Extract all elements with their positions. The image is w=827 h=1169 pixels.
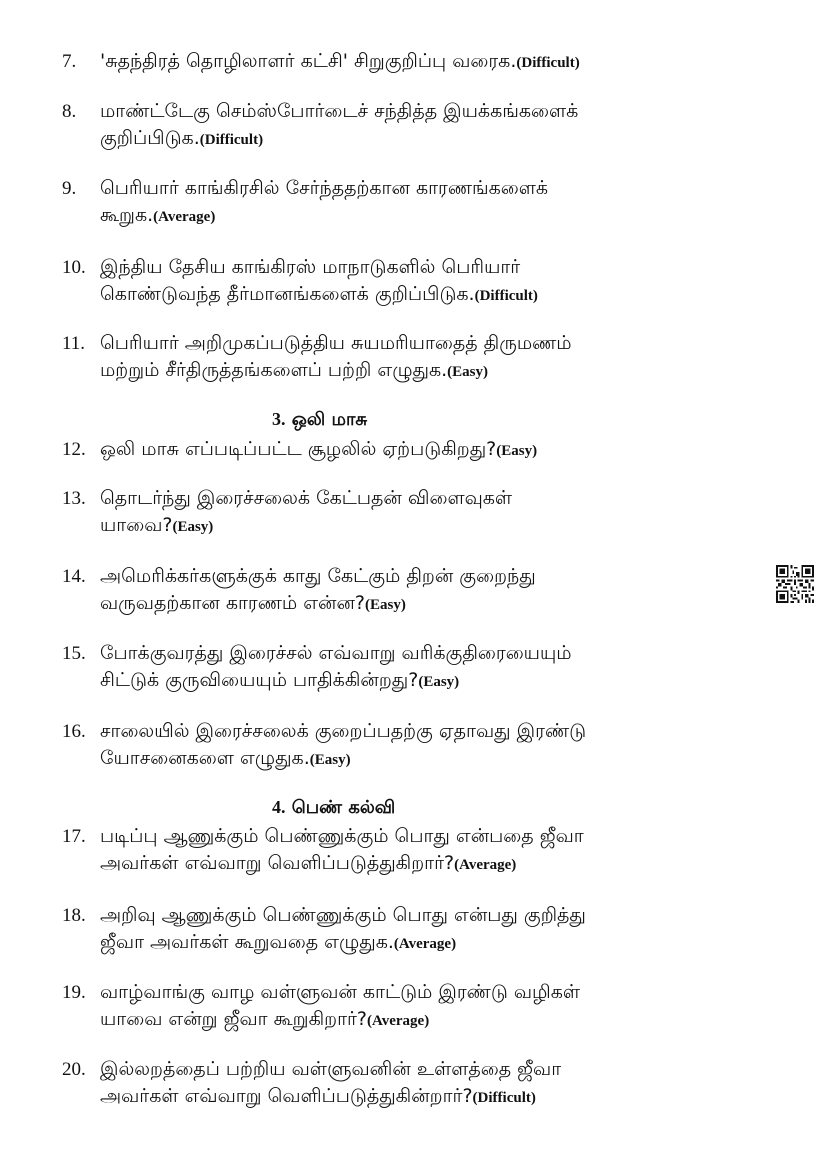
question-line: அமெரிக்கர்களுக்குக் காது கேட்கும் திறன் குறைந்து [100,565,536,587]
question-line: வாழ்வாங்கு வாழ வள்ளுவன் காட்டும் இரண்டு வழிகள் [100,981,581,1003]
difficulty-label: (Easy) [496,443,538,459]
section-title: பெண் கல்வி [291,797,396,818]
question-item [62,640,752,696]
difficulty-label: (Average) [454,857,517,873]
question-line: படிப்பு ஆணுக்கும் பெண்ணுக்கும் பொது என்பதை ஜீவா [100,825,584,847]
difficulty-label: (Easy) [418,674,460,690]
question-line: மற்றும் சீர்திருத்தங்களைப் பற்றி எழுதுக.(Easy) [100,359,489,381]
question-line: சிட்டுக் குருவியையும் பாதிக்கின்றது?(Easy) [100,669,460,691]
question-number: 19. [62,982,86,1003]
section-number: 4. [272,797,286,817]
section-heading [272,794,395,821]
question-line: அறிவு ஆணுக்கும் பெண்ணுக்கும் பொது என்பது குறித்து [100,904,586,926]
difficulty-label: (Easy) [172,519,214,535]
question-item [62,902,752,958]
question-number: 8. [62,101,77,122]
difficulty-label: (Easy) [309,752,351,768]
question-number: 13. [62,488,86,509]
section-title: ஒலி மாசு [291,409,368,430]
difficulty-label: (Easy) [365,597,406,613]
question-line: சாலையில் இரைச்சலைக் குறைப்பதற்கு ஏதாவது இரண்டு [100,720,587,742]
question-item [62,718,752,774]
question-line: வருவதற்கான காரணம் என்ன?(Easy) [100,592,406,614]
question-number: 15. [62,643,86,664]
question-number: 12. [62,439,86,460]
qr-code-icon [776,565,814,603]
question-line: அவர்கள் எவ்வாறு வெளிப்படுத்துகின்றார்?(Difficult) [100,1085,536,1107]
question-number: 10. [62,257,86,278]
difficulty-label: (Average) [153,209,216,225]
difficulty-label: (Difficult) [516,55,580,71]
question-number: 16. [62,721,86,742]
question-line: யாவை?(Easy) [100,514,214,536]
difficulty-label: (Easy) [447,364,489,380]
question-number: 18. [62,905,86,926]
question-line: இந்திய தேசிய காங்கிரஸ் மாநாடுகளில் பெரியார் [100,256,521,278]
question-line: தொடர்ந்து இரைச்சலைக் கேட்பதன் விளைவுகள் [100,487,513,509]
question-number: 11. [62,333,86,354]
question-number: 17. [62,826,86,847]
question-line: கொண்டுவந்த தீர்மானங்களைக் குறிப்பிடுக.(Difficult) [100,283,538,305]
question-line: கூறுக.(Average) [100,204,216,226]
question-number: 20. [62,1059,86,1080]
question-line: பெரியார் காங்கிரசில் சேர்ந்ததற்கான காரணங்களைக் [100,177,549,199]
question-line: 'சுதந்திரத் தொழிலாளர் கட்சி' சிறுகுறிப்பு வரைக.(Difficult) [100,50,580,72]
question-item [62,436,752,465]
question-line: போக்குவரத்து இரைச்சல் எவ்வாறு வரிக்குதிரையையும் [100,642,572,664]
difficulty-label: (Difficult) [474,288,538,304]
question-number: 7. [62,51,77,72]
question-line: மாண்ட்டேகு செம்ஸ்போர்டைச் சந்தித்த இயக்கங்களைக் [100,100,579,122]
question-line: ஜீவா அவர்கள் கூறுவதை எழுதுக.(Average) [100,931,457,953]
question-line: இல்லறத்தைப் பற்றிய வள்ளுவனின் உள்ளத்தை ஜீவா [100,1058,562,1080]
question-item [62,175,752,231]
question-item [62,563,752,619]
question-line: அவர்கள் எவ்வாறு வெளிப்படுத்துகிறார்?(Average) [100,852,517,874]
question-line: யாவை என்று ஜீவா கூறுகிறார்?(Average) [100,1008,430,1030]
question-line: யோசனைகளை எழுதுக.(Easy) [100,747,351,769]
question-item [62,485,752,541]
difficulty-label: (Difficult) [472,1090,536,1106]
question-item [62,330,752,386]
question-item [62,823,752,879]
section-number: 3. [272,409,286,429]
question-item [62,254,752,310]
difficulty-label: (Average) [367,1013,430,1029]
question-number: 9. [62,178,77,199]
difficulty-label: (Average) [393,936,457,952]
difficulty-label: (Difficult) [199,132,264,148]
question-item [62,98,752,154]
question-item [62,1056,752,1112]
section-heading [272,406,367,433]
question-line: பெரியார் அறிமுகப்படுத்திய சுயமரியாதைத் திருமணம் [100,332,572,354]
question-line: குறிப்பிடுக.(Difficult) [100,127,264,149]
question-item [62,979,752,1035]
question-line: ஒலி மாசு எப்படிப்பட்ட சூழலில் ஏற்படுகிறது?(Easy) [100,438,538,460]
question-item [62,48,752,77]
question-number: 14. [62,566,86,587]
